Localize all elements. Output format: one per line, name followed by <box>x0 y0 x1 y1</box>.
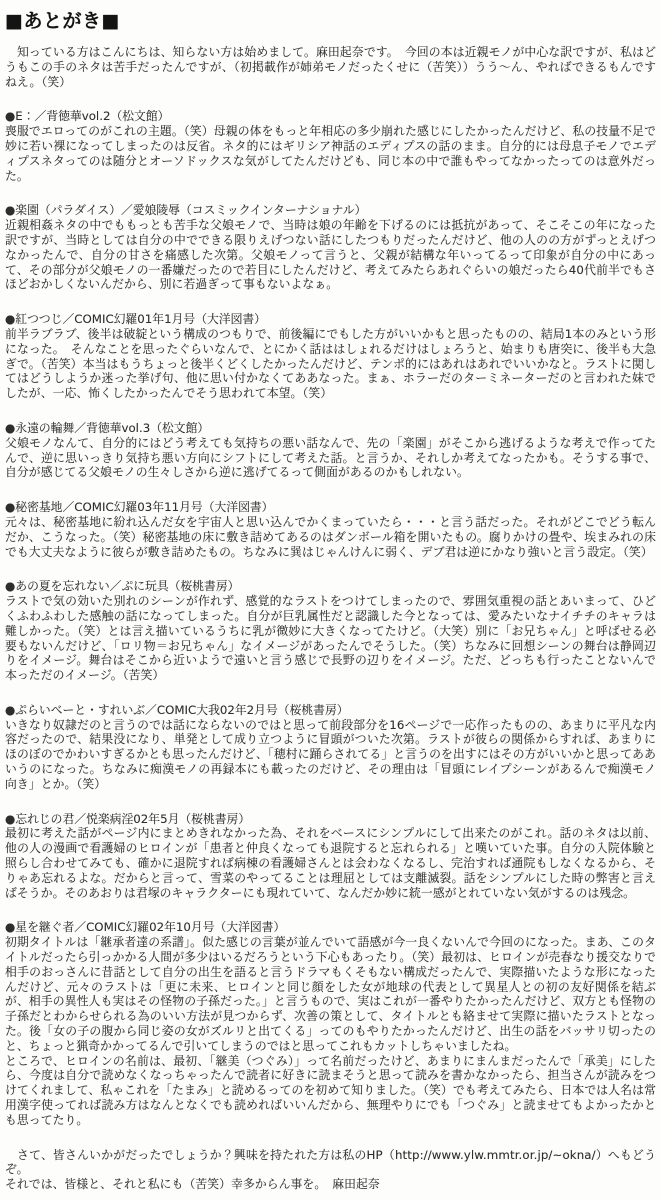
section <box>5 703 656 792</box>
closing-block <box>5 1148 656 1192</box>
section <box>5 812 656 901</box>
section-paragraph: 初期タイトルは「継承者達の系譜」。似た感じの言葉が並んでいて語感が今一良くないんで今回のになった。まあ、このタイトルだったら引っかかる人間が多少はいるだろうという下心もあったり。（笑）最初は、ヒロインが売春なり援交なりで相手のおっさんに昔話として自分の出生を語ると言うドラマもくそもない構成だったんで、実際描いたような形になったんだけど、元々のラストは「更に未来、ヒロインと同じ顔をした女が地球の代表として異星人との初の友好関係を結ぶが、相手の異性人も実はその怪物の子孫だった。」と言うもので、実はこれが一番やりたかったんだけど、双方とも怪物の子孫だとわからせられる為のいい方法が見つからず、次善の策として、タイトルとも絡ませて実際に描いたラストとなった。後「女の子の腹から同じ姿の女がズルリと出てくる」ってのもやりたかったんだけど、出生の話をバッサリ切ったのと、ちょっと猟奇かかってるんで引いてしまうのではと思ってこれもカットしちゃいましたね。 <box>5 935 656 1053</box>
section-title: ●忘れじの君／悦楽病淫02年5月（桜桃書房） <box>5 811 251 826</box>
closing-line-1: さて、皆さんいかがだったでしょうか？興味を持たれた方は私のHP（http://www.ylw.mmtr.or.jp/~okna/）へもどうぞ。 <box>5 1147 656 1177</box>
section-title: ●秘密基地／COMIC幻羅03年11月号（大洋図書） <box>5 500 274 515</box>
section-paragraph: 父娘モノなんて、自分的にはどう考えても気持ちの悪い話なんで、先の「楽園」がそこから逃げるような考えで作ってたんで、逆に思いっきり気持ち悪い方向にシフトにして考えた話。と言うか、それしか考えてなったかも。そうする事で、自分が感じてる父娘モノの生々しさから逆に逃げてるって側面があるのかもしれない。 <box>5 435 656 480</box>
sections-container <box>5 109 656 1127</box>
section-paragraph: いきなり奴隷だのと言うのでは話にならないのではと思って前段部分を16ページで一応作ったものの、あまりに平凡な内容だったので、結果没になり、単発として成り立つように冒頭がついた次第。ラストが彼らの関係からすれば、あまりにほのぼのでかわいすぎるかとも思ったんだけど、「穂村に踊らされてる」と言うのを出すにはその方がいいかと思ってああいうのになった。ちなみに痴漢モノの再録本にも載ったのだけど、その理由は「冒頭にレイプシーンがあるんで痴漢モノ向き」とか。（笑） <box>5 717 656 791</box>
section <box>5 421 656 480</box>
section-title: ●あの夏を忘れない／ぷに玩具（桜桃書房） <box>5 579 240 594</box>
section <box>5 203 656 292</box>
page-title: ■あとがき■ <box>5 10 120 32</box>
section-title: ●永遠の輪舞／背徳華vol.3（松文館） <box>5 420 210 435</box>
section <box>5 109 656 183</box>
section-paragraph: 前半ラブラブ、後半は破綻という構成のつもりで、前後編にでもした方がいいかもと思ったものの、結局1本のみという形になった。 そんなことを思ったぐらいなんで、とにかく話ははしょれるだけはしょろうと、始まりも唐突に、後半も大急ぎで。（苦笑）本当はもうちょっと後半くどくしたかったんだけど、テンポ的にはあれはあれでいいかなと。ラストに関してはどうしようか迷った挙げ句、他に思い付かなくてああなった。まぁ、ホラーだのターミネーターだのと言われた妹でしたが、一応、怖くしたかったんでそう思われて本望。（笑） <box>5 326 656 401</box>
section-title: ●楽園（パラダイス）／愛娘陵辱（コスミックインターナショナル） <box>5 203 367 218</box>
section-title: ●E：／背徳華vol.2（松文館） <box>5 109 170 124</box>
section-title: ●星を継ぐ者／COMIC幻羅02年10月号（大洋図書） <box>5 920 286 935</box>
section <box>5 312 656 401</box>
section <box>5 500 656 559</box>
section-title: ●紅つつじ／COMIC幻羅01年1月号（大洋図書） <box>5 312 266 327</box>
section-paragraph: ところで、ヒロインの名前は、最初、「継美（つぐみ）」って名前だったけど、あまりにまんまだったんで「承美」にしたら、今度は自分で読めなくなっちゃったんで読者に好きに読まそうと思って読みを書かなかったら、担当さんが読みをつけてくれまして、私ゃこれを「たまみ」と読めるってのを初めて知りました。（笑）でも考えてみたら、日本では人名は常用漢字使ってれば読み方はなんとなくでも読めればいいんだから、無理やりにでも「つぐみ」と読ませてもよかったかとも思ってたり。 <box>5 1053 656 1127</box>
section-paragraph: 近親相姦ネタの中でももっとも苦手な父娘モノで、当時は娘の年齢を下げるのには抵抗があって、そこそこの年になった訳ですが、当時としては自分の中でできる限りえげつない話にしたつもりだったんだけど、他の人のの方がずっとえげつなかったんで、自分の甘さを痛感した次第。父娘モノって言うと、父親が結構な年いってるって印象が自分の中にあって、その部分が父娘モノの一番嫌だったので若目にしたんだけど、考えてみたらあれぐらいの娘だったら40代前半でもさほどおかしくないんだから、別に若過ぎって事もないよなぁ。 <box>5 218 656 292</box>
closing-line-2: それでは、皆様と、それと私にも（苦笑）幸多からん事を。 麻田起奈 <box>5 1177 380 1192</box>
intro-paragraph: 知っている方はこんにちは、知らない方は始めまして。麻田起奈です。 今回の本は近親モノが中心な訳ですが、私はどうもこの手のネタは苦手だったんですが、（初掲載作が姉弟モノだったくせに（苦笑））うう～ん、やればできるもんですねえ。（笑） <box>5 45 656 89</box>
section <box>5 579 656 683</box>
section <box>5 920 656 1127</box>
section-paragraph: 喪服でエロってのがこれの主題。（笑）母親の体をもっと年相応の多少崩れた感じにしたかったんだけど、私の技量不足で妙に若い裸になってしまったのは反省。ネタ的にはギリシア神話のエディプスの話のまま。自分的には母息子モノでエディプスネタってのは随分とオーソドックスな気がしてたんだけども、同じ本の中で誰もやってなかったってのは意外だった。 <box>5 124 656 183</box>
section-paragraph: ラストで気の効いた別れのシーンが作れず、感覚的なラストをつけてしまったので、雰囲気重視の話とあいまって、ひどくふわふわした感触の話になってしまった。自分が巨乳属性だと認識した今となっては、愛みたいなナイチチのキャラは難しかった。（笑）とは言え描いているうちに乳が微妙に大きくなってたけど。（大笑）別に「お兄ちゃん」と呼ばせる必要もないんだけど、「ロリ物＝お兄ちゃん」なイメージがあったんでそうした。（笑）ちなみに回想シーンの舞台は静岡辺りをイメージ。舞台はそこから近いようで遠いと言う感じで長野の辺りをイメージ。ただ、どっちも行ったことないんで本っただのイメージ。（苦笑） <box>5 594 656 683</box>
section-title: ●ぷらいべーと・すれいぶ／COMIC大我02年2月号（桜桃書房） <box>5 702 349 717</box>
section-paragraph: 最初に考えた話がページ内にまとめきれなかった為、それをベースにシンプルにして出来たのがこれ。話のネタは以前、他の人の漫画で看護婦のヒロインが「患者と仲良くなっても退院すると忘れられる」と嘆いていた事。自分の入院体験と照らし合わせてみても、確かに退院すれば病棟の看護婦さんとは会わなくなるし、完治すれば通院もしなくなるから、そりゃあ忘れるよな。だからと言って、雪菜のやってることは理屈としては支離滅裂。話をシンプルにした時の弊害と言えばそうか。そのあおりは君塚のキャラクターにも現れていて、なんだか妙に統一感がとれていない気がするのは残念。 <box>5 826 656 900</box>
section-paragraph: 元々は、秘密基地に紛れ込んだ女を宇宙人と思い込んでかくまっていたら・・・と言う話だった。それがどこでどう転んだか、こうなった。（笑）秘密基地の床に敷き詰めてあるのはダンボール箱を開いたもの。腐りかけの畳や、埃まみれの床でも大丈夫なように彼らが敷き詰めたもの。ちなみに巽はじゃんけんに弱く、デブ君は逆にかなり強いと言う設定。（笑） <box>5 514 656 559</box>
